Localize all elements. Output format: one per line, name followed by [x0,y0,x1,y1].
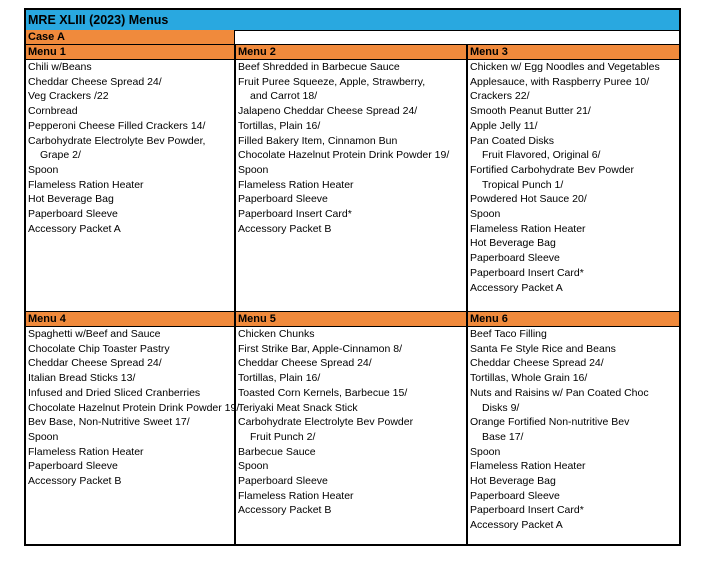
menu-item: Cheddar Cheese Spread 24/ [470,357,604,370]
menu-item: Tropical Punch 1/ [482,178,564,191]
menu-item: Teriyaki Meat Snack Stick [238,401,358,414]
menu-item: Spoon [470,208,501,221]
menu-item: Paperboard Sleeve [470,489,560,502]
menu-item: Accessory Packet A [470,281,563,294]
menu-item: Toasted Corn Kernels, Barbecue 15/ [238,386,408,399]
menu-item: Carbohydrate Electrolyte Bev Powder [238,416,414,429]
menu-item: Apple Jelly 11/ [470,119,538,132]
menu-item: and Carrot 18/ [250,90,318,103]
menu-item: Paperboard Insert Card* [470,266,584,279]
menu-column [26,45,236,311]
menu-item-list [26,60,234,236]
menu-item: Chicken Chunks [238,328,315,340]
menu-item: Tortillas, Plain 16/ [238,372,321,385]
menu-item: Accessory Packet A [470,519,563,532]
menu-header: Menu 4 [26,312,234,327]
menu-item: Paperboard Sleeve [28,460,118,473]
menu-item: Crackers 22/ [470,90,530,103]
menu-item-list [468,327,679,533]
menu-item: Fortified Carbohydrate Bev Powder [470,163,634,176]
menu-item: Pan Coated Disks [470,134,555,147]
menu-item: Cornbread [28,105,78,118]
menu-column [236,45,468,311]
menu-item: Paperboard Insert Card* [470,504,584,517]
menu-item-list [236,327,466,518]
menu-item: Powdered Hot Sauce 20/ [470,193,587,206]
menu-column [468,45,679,311]
menu-item: Fruit Flavored, Original 6/ [482,149,601,162]
menu-item: Accessory Packet B [28,475,122,488]
menu-item-list [236,60,466,236]
menu-item: Santa Fe Style Rice and Beans [470,342,616,355]
menu-item: Flameless Ration Heater [238,489,354,502]
menu-item: Veg Crackers /22 [28,90,109,103]
menu-item: Paperboard Sleeve [28,208,118,221]
menu-item: Filled Bakery Item, Cinnamon Bun [238,134,398,147]
menu-item: Barbecue Sauce [238,445,316,458]
case-label: Case A [26,30,235,44]
menu-item: Hot Beverage Bag [28,193,114,206]
menu-item: Cheddar Cheese Spread 24/ [28,75,162,88]
menu-item: Spaghetti w/Beef and Sauce [28,328,161,340]
menu-item: Italian Bread Sticks 13/ [28,372,136,385]
menu-item: Base 17/ [482,430,524,443]
menu-item: Spoon [470,445,501,458]
menu-item: Grape 2/ [40,149,81,162]
menu-item: Flameless Ration Heater [28,445,144,458]
menu-item: Chicken w/ Egg Noodles and Vegetables [470,61,660,73]
menu-item: Accessory Packet B [238,222,332,235]
menu-row-top [26,45,679,312]
menu-header: Menu 5 [236,312,466,327]
menu-item: Spoon [238,460,269,473]
menu-item: Spoon [238,163,269,176]
menu-item: Orange Fortified Non-nutritive Bev [470,416,630,429]
menu-item: Paperboard Sleeve [238,475,328,488]
menu-column [26,312,240,546]
menu-item: Beef Shredded in Barbecue Sauce [238,61,400,73]
menu-item: Chili w/Beans [28,61,92,73]
menu-item: Tortillas, Plain 16/ [238,119,321,132]
menu-item: Hot Beverage Bag [470,475,556,488]
menu-item: Applesauce, with Raspberry Puree 10/ [470,75,650,88]
menu-item: First Strike Bar, Apple-Cinnamon 8/ [238,342,402,355]
menu-column [468,312,679,546]
case-row [26,30,679,45]
menu-header: Menu 2 [236,45,466,60]
menu-item: Accessory Packet A [28,222,121,235]
menu-item: Hot Beverage Bag [470,237,556,250]
menu-item: Spoon [28,163,59,176]
menu-item: Disks 9/ [482,401,520,414]
menu-item: Cheddar Cheese Spread 24/ [238,357,372,370]
menu-item: Paperboard Sleeve [238,193,328,206]
menu-item: Chocolate Hazelnut Protein Drink Powder 19/ [238,149,450,162]
menu-header: Menu 1 [26,45,234,60]
menu-item: Flameless Ration Heater [238,178,354,191]
menu-sheet [24,8,681,546]
menu-header: Menu 6 [468,312,679,327]
sheet-title: MRE XLIII (2023) Menus [26,10,679,31]
menu-item: Carbohydrate Electrolyte Bev Powder, [28,134,206,147]
menu-item: Paperboard Insert Card* [238,208,352,221]
menu-item: Fruit Punch 2/ [250,430,316,443]
menu-column [236,312,468,546]
menu-item: Chocolate Chip Toaster Pastry [28,342,170,355]
menu-item: Accessory Packet B [238,504,332,517]
menu-item-list [26,327,240,489]
menu-item: Bev Base, Non-Nutritive Sweet 17/ [28,416,190,429]
menu-header: Menu 3 [468,45,679,60]
menu-item: Infused and Dried Sliced Cranberries [28,386,201,399]
menu-item: Chocolate Hazelnut Protein Drink Powder 19/ [28,401,240,414]
menu-item: Flameless Ration Heater [470,460,586,473]
menu-item: Flameless Ration Heater [28,178,144,191]
menu-item: Paperboard Sleeve [470,252,560,265]
menu-item: Beef Taco Filling [470,328,547,340]
menu-item: Nuts and Raisins w/ Pan Coated Choc [470,386,649,399]
menu-item: Pepperoni Cheese Filled Crackers 14/ [28,119,206,132]
menu-item: Smooth Peanut Butter 21/ [470,105,591,118]
menu-item-list [468,60,679,295]
menu-item: Flameless Ration Heater [470,222,586,235]
menu-item: Jalapeno Cheddar Cheese Spread 24/ [238,105,418,118]
menu-item: Spoon [28,430,59,443]
menu-row-bottom [26,312,679,546]
menu-item: Fruit Puree Squeeze, Apple, Strawberry, [238,75,426,88]
menu-item: Tortillas, Whole Grain 16/ [470,372,588,385]
menu-item: Cheddar Cheese Spread 24/ [28,357,162,370]
